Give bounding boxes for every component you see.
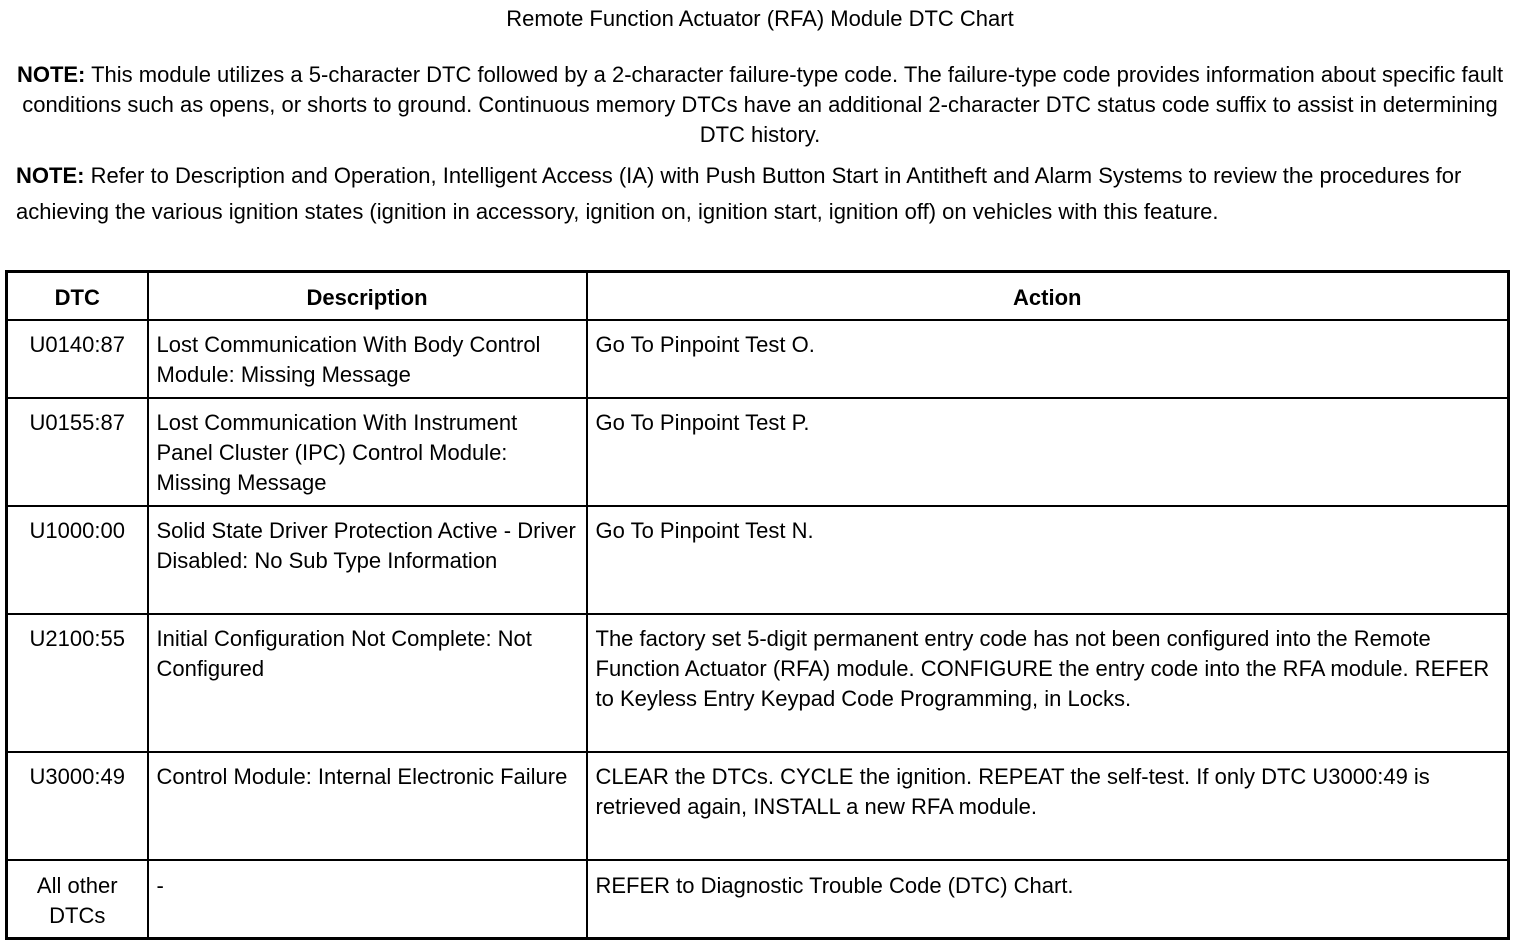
note-ignition (16, 158, 1512, 230)
table-row (7, 860, 1509, 939)
dtc-table (5, 270, 1510, 940)
action-cell: CLEAR the DTCs. CYCLE the ignition. REPEAT the self-test. If only DTC U3000:49 is retrieved again, INSTALL a new RFA module. (587, 752, 1509, 860)
dtc-cell: U0140:87 (7, 320, 148, 398)
action-cell: The factory set 5-digit permanent entry code has not been configured into the Remote Function Actuator (RFA) module. CONFIGURE the entry code into the RFA module. REFER to Keyless Entry Keypad Code Programming, in Locks. (587, 614, 1509, 752)
table-row (7, 614, 1509, 752)
dtc-cell: U0155:87 (7, 398, 148, 506)
action-cell: Go To Pinpoint Test O. (587, 320, 1509, 398)
table-row (7, 752, 1509, 860)
dtc-cell: U1000:00 (7, 506, 148, 614)
action-cell: Go To Pinpoint Test P. (587, 398, 1509, 506)
page-title: Remote Function Actuator (RFA) Module DTC Chart (506, 6, 1014, 31)
description-cell: Solid State Driver Protection Active - Driver Disabled: No Sub Type Information (148, 506, 587, 614)
description-cell: Control Module: Internal Electronic Failure (148, 752, 587, 860)
table-row (7, 398, 1509, 506)
note-format (14, 60, 1506, 150)
note-text: This module utilizes a 5-character DTC followed by a 2-character failure-type code. The failure-type code provides information about specific fault conditions such as opens, or shorts to ground. Continuous memory DTCs have an additional 2-character DTC status code suffix to assist in determining DTC history. (22, 62, 1504, 147)
dtc-cell: U2100:55 (7, 614, 148, 752)
description-cell: Lost Communication With Instrument Panel Cluster (IPC) Control Module: Missing Message (148, 398, 587, 506)
dtc-cell: U3000:49 (7, 752, 148, 860)
dtc-cell: All other DTCs (7, 860, 148, 939)
table-row (7, 320, 1509, 398)
table-header-row (7, 272, 1509, 321)
header-action: Action (587, 272, 1509, 321)
action-cell: REFER to Diagnostic Trouble Code (DTC) Chart. (587, 860, 1509, 939)
header-dtc: DTC (7, 272, 148, 321)
description-cell: - (148, 860, 587, 939)
note-label: NOTE: (16, 163, 85, 188)
action-cell: Go To Pinpoint Test N. (587, 506, 1509, 614)
header-description: Description (148, 272, 587, 321)
description-cell: Initial Configuration Not Complete: Not Configured (148, 614, 587, 752)
note-label: NOTE: (16, 62, 86, 87)
description-cell: Lost Communication With Body Control Module: Missing Message (148, 320, 587, 398)
note-text: Refer to Description and Operation, Intelligent Access (IA) with Push Button Start in Antitheft and Alarm Systems to review the procedures for achieving the various ignition states (ignition in accessory, ignition on, ignition start, ignition off) on vehicles with this feature. (16, 163, 1462, 224)
table-row (7, 506, 1509, 614)
